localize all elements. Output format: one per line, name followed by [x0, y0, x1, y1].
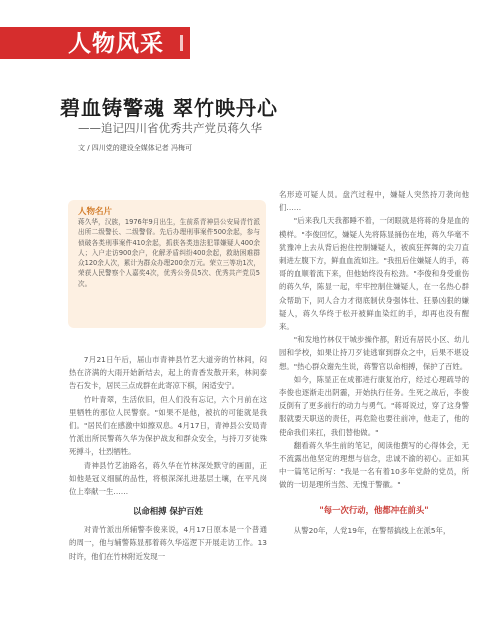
body-paragraph: 对青竹派出所辅警李俊来说，4月17日原本是一个普通的周一，他与辅警陈显那着蒋久华巡逻下开展走访工作。13时许，他们在竹林附近发现一: [69, 525, 267, 561]
body-paragraph: 青神县竹艺油路名，蒋久华在竹林深处默守的画面，正如他是冠义细腻的品性，将根深深扎进基层土壤，在平凡岗位上奉献一生……: [69, 460, 267, 497]
article-title: 碧血铸警魂 翠竹映丹心: [60, 96, 278, 120]
body-paragraph: 7月21日午后，届山市青神县竹艺大道旁的竹林间，闷热在济满的大雨开始新结去，起上的青香发散开来，林间泰告石发卡，居民三点成群在此寄凉下棋，闲适安宁。: [69, 355, 267, 391]
right-column: [279, 188, 469, 537]
section-subhead: 以命相搏 保护百姓: [133, 506, 203, 517]
article-subtitle: ——追记四川省优秀共产党员蒋久华: [78, 121, 262, 135]
body-paragraph: "和发地竹林仅干城步操作都，附近有居民小区、幼儿园和学校，如果让持刀歹徒逃窜到群众之中，后果不堪设想。"热心群众谢先生说，蒋警官以命相搏，保护了百姓。: [279, 335, 469, 371]
column-label-separator: [180, 35, 183, 51]
body-paragraph-continued: 名形迹可疑人员。盘汽过程中，嫌疑人突然持刀袭向他们……: [279, 190, 469, 213]
column-label: 人物风采: [68, 31, 164, 57]
body-paragraph: 竹叶青翠，生活依旧，但人们没有忘记，六个月前在这里牺牲的那位人民警察。"如果不是他，被抗的可能就是我们。"居民们在感激中如擦双息。4月17日，青神县公安局青竹派出所民警蒋久华为保护战友和群众安全，与持刀歹徒殊死搏斗，壮烈牺牲。: [69, 394, 267, 457]
left-column: [69, 353, 267, 563]
section-subhead: "每一次行动，他都冲在前头": [319, 504, 429, 515]
article-byline: 文 / 四川党的建设全媒体记者 冯梅可: [78, 144, 193, 152]
profile-card: [68, 200, 266, 328]
body-paragraph: "后来我几天我都睡不着，一闭眼就是将蒋的身是血的模样。"李俊回忆，嫌疑人先将陈显捅伤在地，蒋久华毫不犹豫冲上去从背后抱住控制嫌疑人，被疯狂挥舞的尖刀直刺进左腹下方，鲜血血流如注。"我扭后住嫌疑人的手，蒋哥的血顺着流下来，但他始终没有松劲。"李俊和身受重伤的蒋久华，陈显一起，牢牢控制住嫌疑人，在一名热心群众帮助下，同人合力才彻底制伏身强体壮、狂暴凶狠的嫌疑人，蒋久华终于松开被鲜血染红的手，却再也没有醒来。: [279, 216, 469, 332]
profile-heading: 人物名片: [78, 207, 113, 217]
body-paragraph: 如今，陈显正在成都进行康复治疗，经过心理疏导的李俊也逐渐走出阴霾，开始执行任务。生死之战后，李俊反倒有了更多前行的动力与勇气。"蒋哥说过，穿了这身警服就要天职送的责任，再危险也要往前冲，他走了，他的使命我们来扛，我们替他做。": [279, 374, 469, 437]
body-paragraph: 从警20年，人党19年，在警帮搞线上在派5年，: [293, 525, 451, 535]
profile-body: 蒋久华，汉族，1976年9月出生，生前系青神县公安局青竹派出所二级警长、二级警督。先后办理刑事案件500余起，参与侦破各类刑事案件410余起，抓获各类违法犯罪嫌疑人400余人；入户走访900余户，化解矛盾纠纷400余起，救助困难群众120余人次，累计为群众办理200余万元。荣立三等功1次，荣获人民警察个人嘉奖4次，优秀公务员5次、优秀共产党员5次。: [78, 218, 260, 288]
body-paragraph: 翻看蒋久华生前的笔记，阅读他撰写的心得体会，无不流露出他坚定的理想与信念，忠诚不渝的初心。正如其中一篇笔记所写："我是一名有着10多年党龄的党员，所做的一切是理所当然、无愧于警徽。": [279, 440, 469, 490]
